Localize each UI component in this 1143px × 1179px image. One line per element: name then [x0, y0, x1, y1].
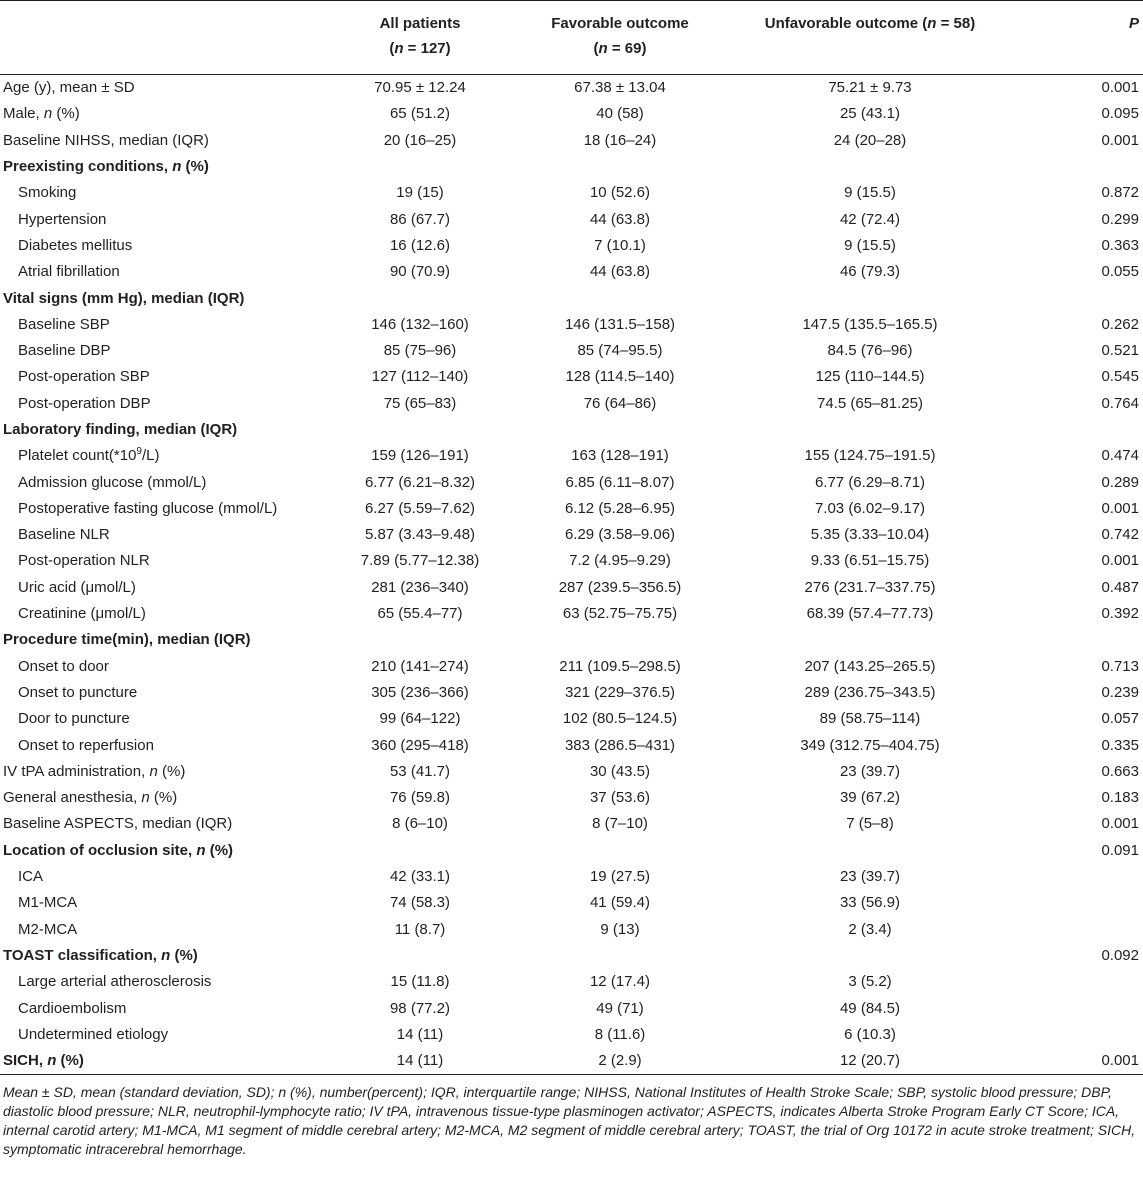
table-row	[0, 154, 1143, 180]
row-label: Door to puncture	[18, 710, 130, 728]
row-label: M2-MCA	[18, 920, 78, 938]
cell-all-patients: 74 (58.3)	[389, 894, 451, 912]
cell-p-value: 0.239	[1101, 683, 1139, 701]
cell-unfavorable: 276 (231.7–337.75)	[804, 578, 936, 596]
cell-p-value: 0.742	[1101, 526, 1139, 544]
table-row	[0, 364, 1143, 390]
cell-unfavorable: 24 (20–28)	[833, 131, 907, 149]
table-row	[0, 917, 1143, 943]
cell-all-patients: 281 (236–340)	[371, 578, 469, 596]
row-label-text: (%)	[205, 841, 234, 859]
table-row	[0, 206, 1143, 232]
cell-all-patients: 15 (11.8)	[390, 973, 450, 991]
header-fav-n: n	[598, 40, 608, 57]
table-row	[0, 969, 1143, 995]
cell-p-value: 0.872	[1101, 184, 1139, 202]
row-label: Baseline ASPECTS, median (IQR)	[3, 815, 233, 833]
row-label: Onset to reperfusion	[18, 736, 154, 754]
row-label: Procedure time(min), median (IQR)	[3, 631, 251, 649]
cell-p-value: 0.289	[1101, 473, 1139, 491]
table-body	[0, 75, 1143, 1075]
header-p-value: P	[1020, 1, 1143, 75]
cell-p-value: 0.001	[1101, 131, 1139, 149]
row-label-text: IV tPA administration,	[3, 762, 150, 780]
cell-all-patients: 8 (6–10)	[392, 815, 448, 833]
cell-all-patients	[320, 627, 520, 653]
cell-all-patients: 6.27 (5.59–7.62)	[364, 499, 476, 517]
row-label: Age (y), mean ± SD	[3, 79, 135, 97]
header-all-patients	[320, 1, 520, 75]
table-row	[0, 522, 1143, 548]
header-unfav-n-rest: = 58)	[936, 15, 976, 32]
cell-all-patients	[320, 417, 520, 443]
cell-unfavorable: 42 (72.4)	[839, 210, 901, 228]
cell-all-patients: 210 (141–274)	[371, 657, 469, 675]
table-row	[0, 338, 1143, 364]
row-label: Diabetes mellitus	[18, 236, 133, 254]
cell-favorable: 41 (59.4)	[589, 894, 651, 912]
table-row	[0, 1048, 1143, 1075]
cell-all-patients: 75 (65–83)	[383, 394, 457, 412]
cell-all-patients	[320, 154, 520, 180]
cell-all-patients: 85 (75–96)	[383, 342, 457, 360]
row-label-text: Preexisting conditions,	[3, 158, 173, 176]
table-row	[0, 443, 1143, 469]
row-label-text: (%)	[56, 1052, 84, 1070]
cell-all-patients: 53 (41.7)	[389, 762, 451, 780]
cell-favorable	[520, 154, 720, 180]
cell-p-value: 0.001	[1101, 815, 1139, 833]
row-label: Cardioembolism	[18, 999, 127, 1017]
row-label	[0, 838, 320, 864]
cell-p-value: 0.001	[1020, 1048, 1143, 1075]
cell-unfavorable	[720, 627, 1020, 653]
cell-p-value	[1020, 917, 1143, 943]
cell-favorable	[520, 627, 720, 653]
row-label: Post-operation DBP	[18, 394, 151, 412]
table-row	[0, 995, 1143, 1021]
row-label: Uric acid (μmol/L)	[18, 578, 136, 596]
row-label: Onset to puncture	[18, 683, 138, 701]
row-label-text: (%)	[170, 946, 198, 964]
row-label: Admission glucose (mmol/L)	[18, 473, 207, 491]
cell-unfavorable: 289 (236.75–343.5)	[804, 683, 936, 701]
row-label-text: Male,	[3, 105, 44, 123]
cell-all-patients: 86 (67.7)	[389, 210, 451, 228]
cell-all-patients: 20 (16–25)	[383, 131, 457, 149]
row-label	[0, 1048, 320, 1075]
cell-all-patients: 127 (112–140)	[371, 368, 469, 386]
cell-p-value: 0.055	[1101, 263, 1139, 281]
row-label-italic: n	[172, 158, 182, 176]
cell-all-patients: 19 (15)	[396, 184, 444, 202]
cell-p-value: 0.521	[1101, 342, 1139, 360]
cell-p-value	[1020, 969, 1143, 995]
row-label-text: General anesthesia,	[3, 789, 142, 807]
row-label: Smoking	[18, 184, 77, 202]
table-row	[0, 785, 1143, 811]
header-unfav-label: Unfavorable outcome (	[764, 15, 928, 32]
cell-favorable: 146 (131.5–158)	[564, 315, 676, 333]
row-label-italic: n	[141, 789, 150, 807]
cell-favorable: 211 (109.5–298.5)	[559, 657, 681, 675]
row-label-text: Platelet count(*10	[18, 447, 137, 465]
table-row	[0, 128, 1143, 154]
table-row	[0, 101, 1143, 127]
row-label: Post-operation NLR	[18, 552, 150, 570]
cell-p-value: 0.001	[1101, 552, 1139, 570]
table-row	[0, 890, 1143, 916]
cell-unfavorable: 207 (143.25–265.5)	[804, 657, 936, 675]
cell-favorable: 37 (53.6)	[589, 789, 651, 807]
table-row	[0, 838, 1143, 864]
table-row	[0, 601, 1143, 627]
cell-p-value: 0.713	[1101, 657, 1139, 675]
cell-favorable: 76 (64–86)	[583, 394, 657, 412]
cell-unfavorable: 39 (67.2)	[839, 789, 901, 807]
cell-unfavorable: 6 (10.3)	[844, 1025, 896, 1043]
cell-all-patients: 65 (51.2)	[389, 105, 451, 123]
table-header	[0, 1, 1143, 75]
table-row	[0, 233, 1143, 259]
table-row	[0, 732, 1143, 758]
cell-unfavorable: 23 (39.7)	[839, 868, 901, 886]
cell-all-patients: 5.87 (3.43–9.48)	[364, 526, 476, 544]
cell-unfavorable: 33 (56.9)	[839, 894, 901, 912]
cell-p-value	[1020, 864, 1143, 890]
table-footnote: Mean ± SD, mean (standard deviation, SD); n (%), number(percent); IQR, interquartile range; NIHSS, National Institutes of Health Stroke Scale; SBP, systolic blood pressure; DBP, diastolic blood pressure; NLR, neutrophil-lymphocyte ratio; IV tPA, intravenous tissue-type plasminogen activator; ASPECTS, indicates Alberta Stroke Program Early CT Score; ICA, internal carotid artery; M1-MCA, M1 segment of middle cerebral artery; M2-MCA, M2 segment of middle cerebral artery; TOAST, the trial of Org 10172 in acute stroke treatment; SICH, symptomatic intracerebral hemorrhage.	[3, 1084, 1136, 1157]
cell-p-value: 0.095	[1101, 105, 1139, 123]
row-label: Large arterial atherosclerosis	[18, 973, 212, 991]
table-row	[0, 759, 1143, 785]
row-label: Vital signs (mm Hg), median (IQR)	[3, 289, 245, 307]
cell-p-value	[1020, 627, 1143, 653]
cell-all-patients: 99 (64–122)	[379, 710, 461, 728]
cell-unfavorable	[720, 417, 1020, 443]
table-row	[0, 548, 1143, 574]
header-all-n-rest: = 127)	[403, 40, 451, 57]
header-fav-n-open: (	[593, 40, 599, 57]
row-label-text: (%)	[149, 789, 178, 807]
row-label: Hypertension	[18, 210, 107, 228]
cell-p-value: 0.299	[1101, 210, 1139, 228]
cell-unfavorable	[720, 154, 1020, 180]
table-row	[0, 627, 1143, 653]
cell-all-patients: 305 (236–366)	[371, 683, 469, 701]
cell-unfavorable: 84.5 (76–96)	[827, 342, 913, 360]
cell-all-patients: 14 (11)	[396, 1025, 444, 1043]
cell-all-patients: 11 (8.7)	[394, 920, 446, 938]
table-row	[0, 1022, 1143, 1048]
cell-favorable: 6.29 (3.58–9.06)	[564, 526, 676, 544]
row-label: Creatinine (μmol/L)	[18, 605, 146, 623]
cell-favorable: 63 (52.75–75.75)	[562, 605, 678, 623]
cell-favorable: 7 (10.1)	[594, 236, 646, 254]
cell-unfavorable: 7 (5–8)	[846, 815, 894, 833]
cell-p-value	[1020, 890, 1143, 916]
cell-favorable: 102 (80.5–124.5)	[562, 710, 678, 728]
cell-favorable: 12 (17.4)	[589, 973, 651, 991]
row-label: Onset to door	[18, 657, 109, 675]
cell-favorable: 67.38 ± 13.04	[574, 79, 666, 97]
cell-p-value: 0.057	[1101, 710, 1139, 728]
cell-p-value: 0.092	[1101, 946, 1139, 964]
cell-unfavorable: 46 (79.3)	[839, 263, 901, 281]
header-fav-n-rest: = 69)	[607, 40, 647, 57]
cell-p-value: 0.262	[1101, 315, 1139, 333]
cell-p-value: 0.764	[1101, 394, 1139, 412]
cell-all-patients: 98 (77.2)	[389, 999, 451, 1017]
cell-all-patients	[320, 838, 520, 864]
cell-favorable	[520, 838, 720, 864]
cell-favorable: 287 (239.5–356.5)	[558, 578, 682, 596]
row-label: Baseline DBP	[18, 342, 111, 360]
row-label-text: /L)	[141, 447, 160, 465]
cell-favorable: 49 (71)	[596, 999, 644, 1017]
cell-p-value: 0.545	[1101, 368, 1139, 386]
cell-favorable	[520, 417, 720, 443]
cell-unfavorable: 349 (312.75–404.75)	[800, 736, 940, 754]
cell-unfavorable: 89 (58.75–114)	[819, 710, 921, 728]
header-unfav-n: n	[927, 15, 937, 32]
cell-unfavorable: 23 (39.7)	[839, 762, 901, 780]
row-label-superscript: 9	[136, 446, 142, 458]
row-label-text: SICH,	[3, 1052, 48, 1070]
table-row	[0, 864, 1143, 890]
cell-favorable: 6.85 (6.11–8.07)	[565, 473, 675, 491]
cell-all-patients: 360 (295–418)	[371, 736, 469, 754]
cell-unfavorable: 75.21 ± 9.73	[828, 79, 912, 97]
row-label	[0, 443, 320, 469]
row-label-italic: n	[161, 946, 171, 964]
cell-unfavorable	[720, 838, 1020, 864]
cell-p-value	[1020, 995, 1143, 1021]
cell-unfavorable: 9 (15.5)	[844, 236, 896, 254]
cell-p-value: 0.363	[1101, 236, 1139, 254]
cell-favorable	[520, 285, 720, 311]
header-all-n: n	[394, 40, 404, 57]
cell-unfavorable: 49 (84.5)	[839, 999, 901, 1017]
cell-p-value: 0.663	[1101, 762, 1139, 780]
cell-all-patients: 90 (70.9)	[389, 263, 451, 281]
cell-favorable: 19 (27.5)	[589, 868, 651, 886]
cell-all-patients: 146 (132–160)	[371, 315, 469, 333]
cell-unfavorable: 5.35 (3.33–10.04)	[810, 526, 930, 544]
cell-favorable: 7.2 (4.95–9.29)	[569, 552, 671, 570]
cell-all-patients	[320, 285, 520, 311]
row-label: Postoperative fasting glucose (mmol/L)	[18, 499, 278, 517]
row-label-text: (%)	[157, 762, 186, 780]
cell-p-value: 0.001	[1101, 79, 1139, 97]
cell-unfavorable: 25 (43.1)	[839, 105, 901, 123]
cell-p-value: 0.335	[1101, 736, 1139, 754]
table-row	[0, 496, 1143, 522]
row-label	[0, 759, 320, 785]
cell-favorable: 30 (43.5)	[589, 762, 651, 780]
table-row	[0, 943, 1143, 969]
table-row	[0, 706, 1143, 732]
cell-unfavorable: 6.77 (6.29–8.71)	[814, 473, 926, 491]
row-label: Undetermined etiology	[18, 1025, 169, 1043]
row-label-text: Location of occlusion site,	[3, 841, 197, 859]
cell-favorable: 44 (63.8)	[589, 263, 651, 281]
cell-all-patients: 70.95 ± 12.24	[374, 79, 466, 97]
row-label-italic: n	[149, 762, 158, 780]
table-row	[0, 680, 1143, 706]
row-label: Baseline NLR	[18, 526, 110, 544]
cell-favorable: 6.12 (5.28–6.95)	[564, 499, 676, 517]
cell-unfavorable	[720, 943, 1020, 969]
cell-unfavorable: 3 (5.2)	[848, 973, 892, 991]
row-label	[0, 101, 320, 127]
row-label-italic: n	[196, 841, 206, 859]
cell-unfavorable: 125 (110–144.5)	[815, 368, 925, 386]
table-row	[0, 75, 1143, 102]
table-row	[0, 654, 1143, 680]
cell-favorable: 18 (16–24)	[583, 131, 657, 149]
table-row	[0, 469, 1143, 495]
cell-p-value	[1020, 417, 1143, 443]
row-label-italic: n	[47, 1052, 57, 1070]
cell-favorable: 383 (286.5–431)	[564, 736, 676, 754]
cell-all-patients	[320, 943, 520, 969]
cell-all-patients: 42 (33.1)	[389, 868, 451, 886]
cell-unfavorable: 12 (20.7)	[720, 1048, 1020, 1075]
cell-favorable: 163 (128–191)	[571, 447, 669, 465]
cell-all-patients: 159 (126–191)	[371, 447, 469, 465]
cell-unfavorable: 155 (124.75–191.5)	[804, 447, 936, 465]
cell-unfavorable: 2 (3.4)	[848, 920, 892, 938]
cell-unfavorable: 7.03 (6.02–9.17)	[814, 499, 926, 517]
cell-p-value: 0.183	[1101, 789, 1139, 807]
cell-unfavorable	[720, 285, 1020, 311]
table-row	[0, 285, 1143, 311]
cell-all-patients: 6.77 (6.21–8.32)	[364, 473, 476, 491]
table-row	[0, 575, 1143, 601]
table-row	[0, 312, 1143, 338]
row-label-text: (%)	[181, 158, 209, 176]
table-row	[0, 391, 1143, 417]
row-label: Atrial fibrillation	[18, 263, 120, 281]
cell-favorable: 128 (114.5–140)	[565, 368, 675, 386]
row-label: Baseline SBP	[18, 315, 110, 333]
cell-p-value	[1020, 1022, 1143, 1048]
cell-p-value	[1020, 154, 1143, 180]
cell-favorable: 9 (13)	[600, 920, 640, 938]
header-all-label: All patients	[379, 15, 461, 32]
cell-favorable	[520, 943, 720, 969]
cell-p-value	[1020, 285, 1143, 311]
cell-favorable: 44 (63.8)	[589, 210, 651, 228]
table-row	[0, 180, 1143, 206]
cell-p-value: 0.474	[1101, 447, 1139, 465]
row-label: Laboratory finding, median (IQR)	[3, 421, 238, 438]
row-label	[0, 943, 320, 969]
row-label: Baseline NIHSS, median (IQR)	[3, 131, 209, 149]
cell-all-patients: 7.89 (5.77–12.38)	[360, 552, 480, 570]
header-unfavorable	[720, 1, 1020, 75]
row-label	[0, 785, 320, 811]
cell-all-patients: 16 (12.6)	[389, 236, 451, 254]
header-favorable	[520, 1, 720, 75]
cell-unfavorable: 9.33 (6.51–15.75)	[810, 552, 930, 570]
cell-favorable: 2 (2.9)	[520, 1048, 720, 1075]
cell-all-patients: 76 (59.8)	[389, 789, 451, 807]
table-row	[0, 259, 1143, 285]
cell-favorable: 321 (229–376.5)	[564, 683, 676, 701]
row-label	[0, 154, 320, 180]
cell-p-value: 0.001	[1101, 499, 1139, 517]
row-label-italic: n	[43, 105, 53, 123]
header-variable	[0, 1, 320, 75]
cell-favorable: 85 (74–95.5)	[577, 342, 663, 360]
cell-favorable: 40 (58)	[596, 105, 644, 123]
row-label: ICA	[18, 868, 44, 886]
row-label: Post-operation SBP	[18, 368, 150, 386]
header-all-n-open: (	[389, 40, 395, 57]
cell-favorable: 8 (11.6)	[594, 1025, 646, 1043]
table-row	[0, 417, 1143, 443]
row-label-text: (%)	[52, 105, 80, 123]
cell-p-value: 0.487	[1101, 578, 1139, 596]
cell-all-patients: 65 (55.4–77)	[377, 605, 463, 623]
cell-p-value: 0.091	[1101, 841, 1139, 859]
header-fav-label: Favorable outcome	[551, 15, 689, 32]
cell-unfavorable: 74.5 (65–81.25)	[817, 394, 923, 412]
cell-unfavorable: 147.5 (135.5–165.5)	[802, 315, 938, 333]
cell-favorable: 8 (7–10)	[592, 815, 648, 833]
row-label: M1-MCA	[18, 894, 78, 912]
cell-unfavorable: 9 (15.5)	[844, 184, 896, 202]
header-row	[0, 1, 1143, 75]
cell-all-patients: 14 (11)	[320, 1048, 520, 1075]
cell-favorable: 10 (52.6)	[589, 184, 651, 202]
table-row	[0, 811, 1143, 837]
cell-unfavorable: 68.39 (57.4–77.73)	[806, 605, 934, 623]
row-label-text: TOAST classification,	[3, 946, 162, 964]
cell-p-value: 0.392	[1101, 605, 1139, 623]
